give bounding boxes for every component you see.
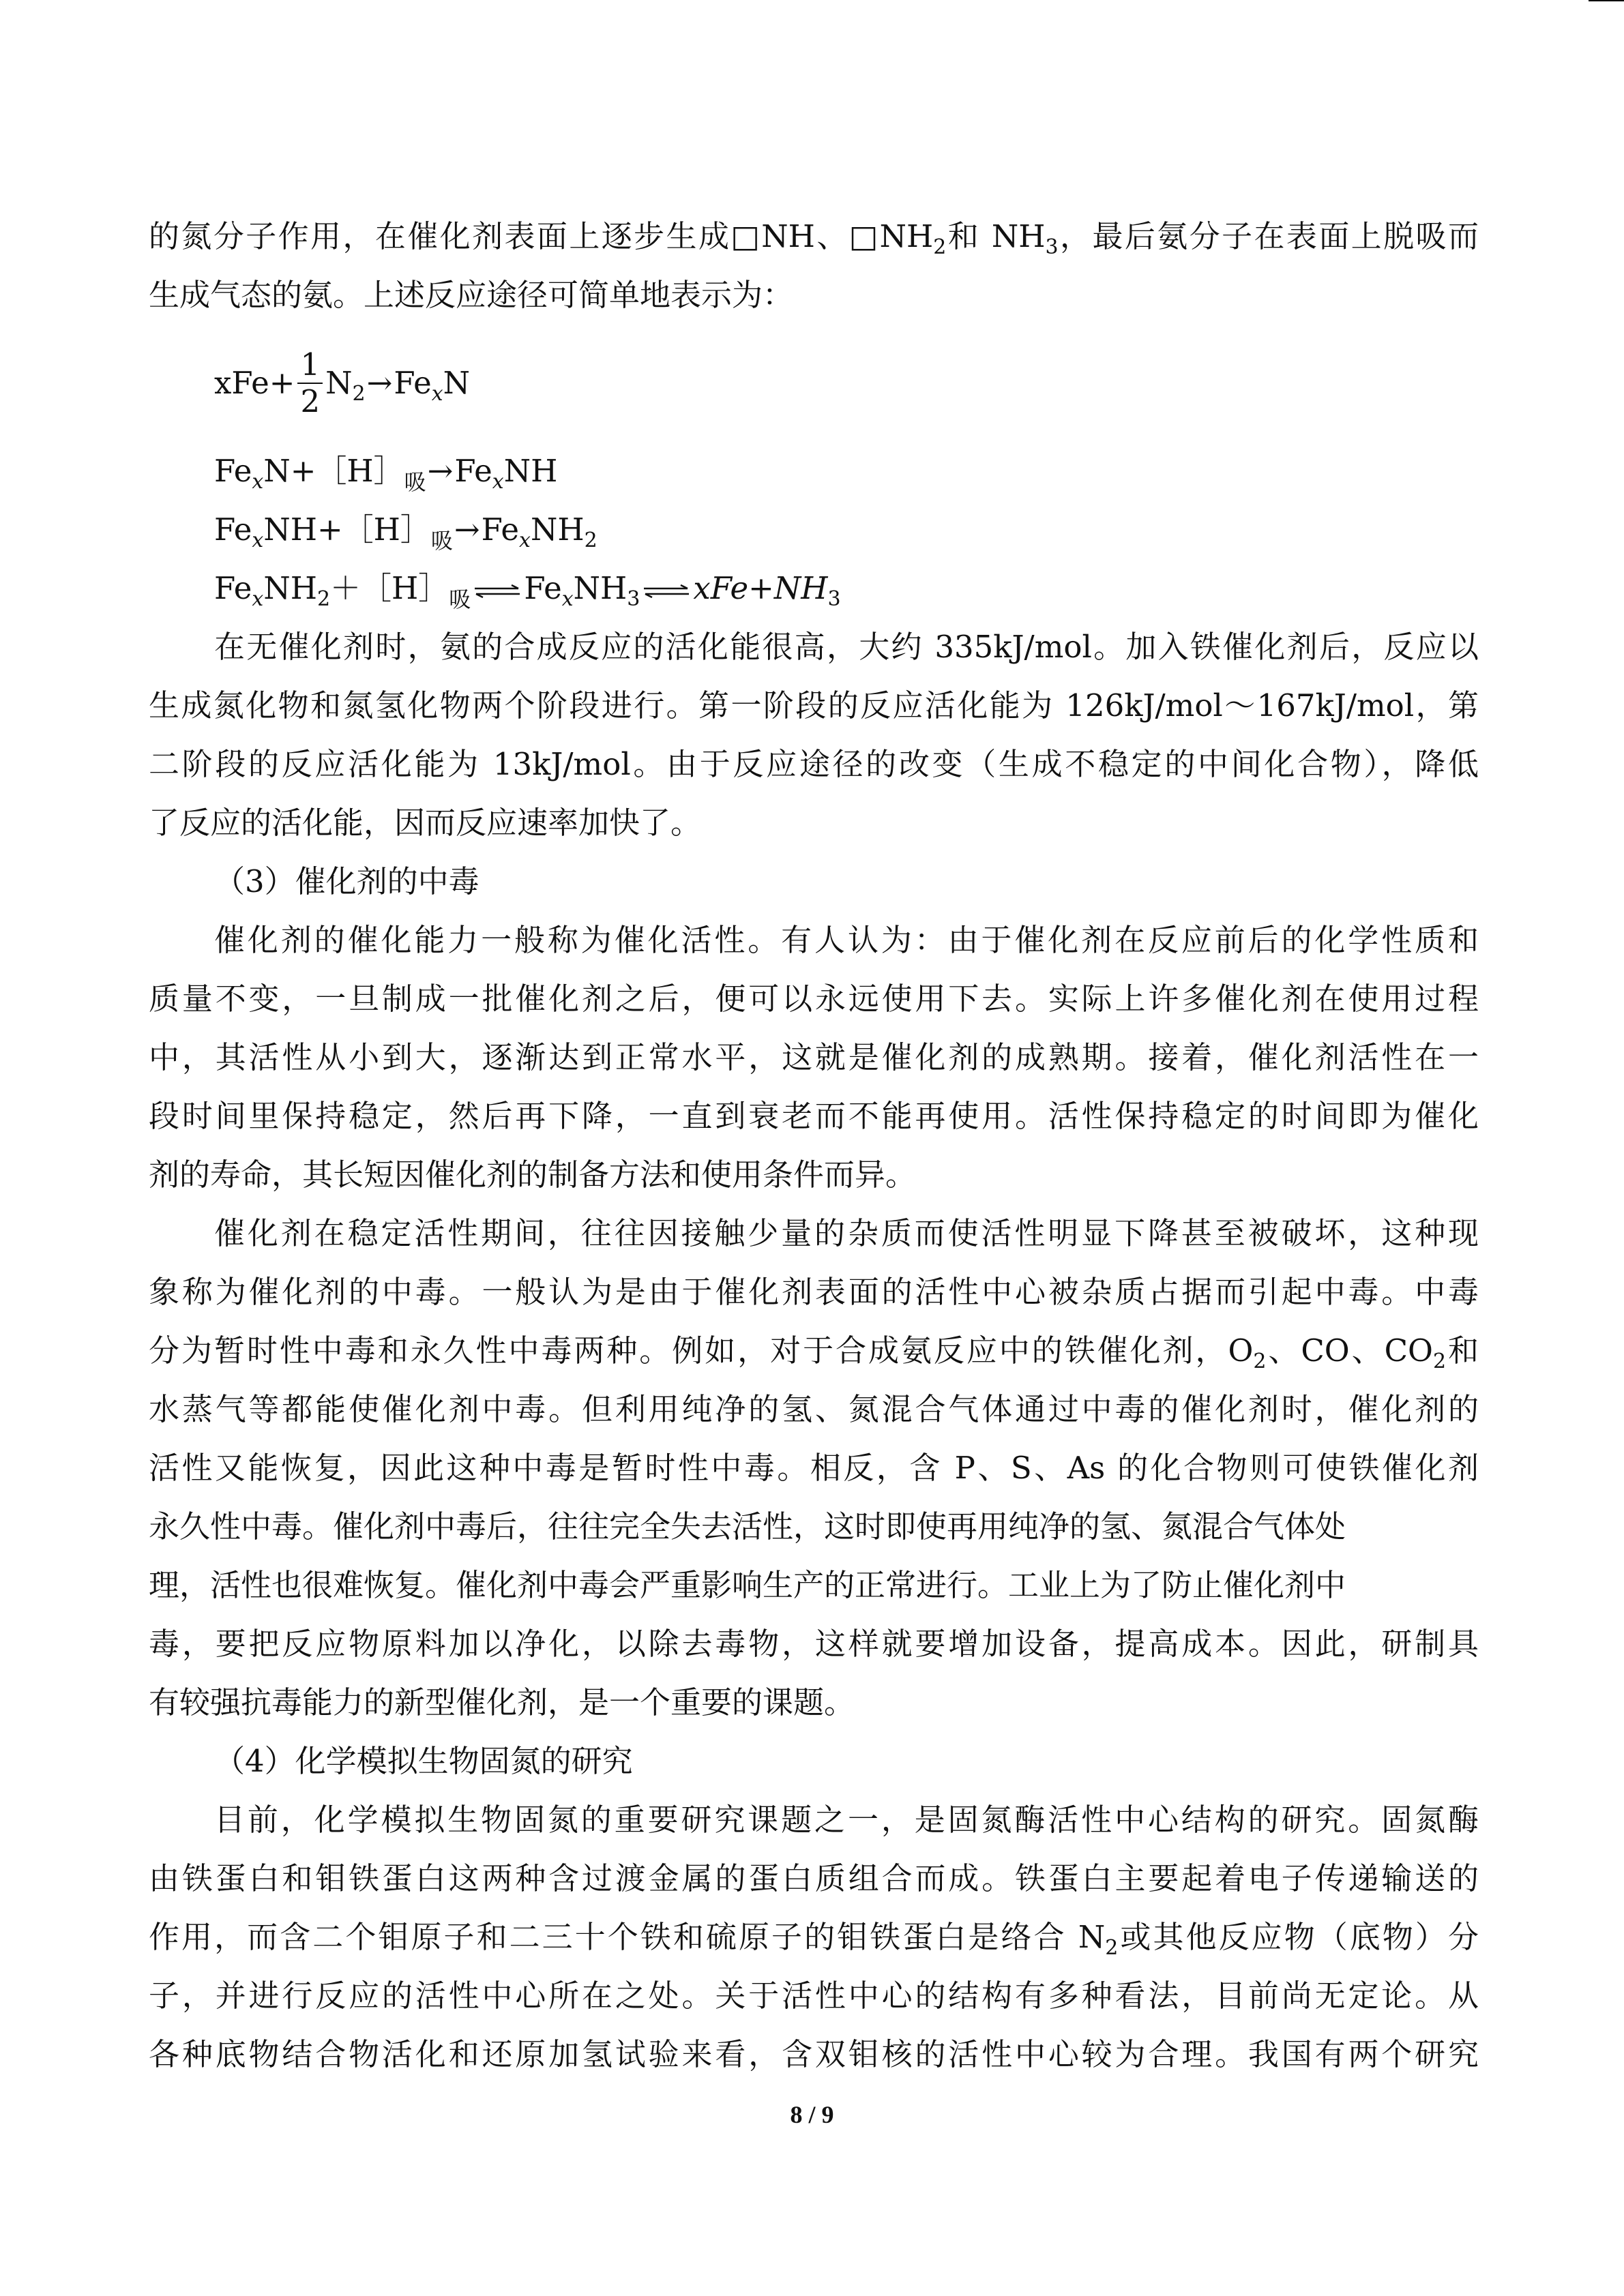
text-run: ，最后氨分子在表面上脱吸而 [1058,218,1479,254]
adsorbed-mark: 吸 [449,586,471,612]
eq-symbol: xFe+NH [693,570,828,606]
text-run: 和 [1446,1332,1479,1369]
paragraph-line: 有较强抗毒能力的新型催化剂，是一个重要的课题。 [149,1684,855,1720]
subscript: 2 [933,235,947,259]
eq-symbol: Fe [214,453,252,489]
paragraph-line: 在无催化剂时，氨的合成反应的活化能很高，大约 335kJ/mol。加入铁催化剂后，反应以 [214,629,1479,665]
eq-symbol: N [443,365,471,401]
paragraph-line: 水蒸气等都能使催化剂中毒。但利用纯净的氢、氮混合气体通过中毒的催化剂时，催化剂的 [149,1391,1479,1427]
subscript: x [431,382,443,406]
eq-symbol: NH [503,453,558,489]
eq-symbol: NH [530,511,585,548]
subscript: x [252,587,264,611]
paragraph-line: 生成氮化物和氮氢化物两个阶段进行。第一阶段的反应活化能为 126kJ/mol～167kJ/mol，第 [149,687,1479,724]
subscript: 2 [584,528,597,552]
reaction-arrow: → [454,511,480,548]
subscript: x [519,528,531,552]
fraction-numerator: 1 [297,347,323,384]
subscript: x [252,528,264,552]
page-body [149,207,1479,2084]
subscript: 2 [1432,1350,1447,1373]
fraction-one-half [297,347,323,419]
subscript: 3 [1045,235,1059,259]
reaction-arrow: → [366,365,393,401]
paragraph-line: 由铁蛋白和钼铁蛋白这两种含过渡金属的蛋白质组合而成。铁蛋白主要起着电子传递输送的 [149,1860,1479,1896]
eq-term [325,354,365,413]
subscript: 2 [352,382,366,406]
text-run: 、CO、CO [1266,1332,1433,1369]
paragraph-line: 了反应的活化能，因而反应速率加快了。 [149,805,702,841]
adsorbed-mark: 吸 [404,469,426,495]
paragraph-line: 二阶段的反应活化能为 13kJ/mol。由于反应途径的改变（生成不稳定的中间化合物），降低 [149,746,1479,782]
equation-4 [149,559,1479,618]
paragraph-line: 生成气态的氨。上述反应途径可简单地表示为： [149,277,794,313]
subscript: 3 [627,587,640,611]
equation-3 [149,501,1479,559]
paragraph-line: 催化剂在稳定活性期间，往往因接触少量的杂质而使活性明显下降甚至被破坏，这种现 [214,1215,1479,1251]
paragraph-line: 目前，化学模拟生物固氮的重要研究课题之一，是固氮酶活性中心结构的研究。固氮酶 [214,1802,1479,1838]
subscript: x [492,470,504,494]
eq-symbol: NH+［H］ [263,511,431,548]
text-run: 分为暂时性中毒和永久性中毒两种。例如，对于合成氨反应中的铁催化剂，O [149,1332,1254,1369]
eq-symbol: Fe [214,511,252,548]
paragraph-line [149,207,1479,266]
fraction-denominator: 2 [300,383,321,419]
paragraph-line: 质量不变，一旦制成一批催化剂之后，便可以永远使用下去。实际上许多催化剂在使用过程 [149,981,1479,1017]
subscript: 3 [827,587,841,611]
equation-2 [149,442,1479,501]
eq-symbol: N [325,365,353,401]
eq-symbol: Fe [214,570,252,606]
text-run: 作用，而含二个钼原子和二三十个铁和硫原子的钼铁蛋白是络合 N [149,1919,1106,1955]
page-number: 8 / 9 [790,2101,834,2128]
paragraph-line: 毒，要把反应物原料加以净化，以除去毒物，这样就要增加设备，提高成本。因此，研制具 [149,1626,1479,1662]
equation-1 [149,325,1479,442]
paragraph-line [149,1322,1479,1380]
reaction-arrow: → [427,453,454,489]
eq-term [394,354,470,413]
text-run: 或其他反应物（底物）分 [1118,1919,1479,1955]
text-run: 的氮分子作用，在催化剂表面上逐步生成□NH、□NH [149,218,934,254]
eq-symbol: N+［H］ [263,453,404,489]
page-corner-rule [1589,0,1624,1]
eq-symbol: Fe [524,570,562,606]
subscript: x [252,470,264,494]
paragraph-line: 剂的寿命，其长短因催化剂的制备方法和使用条件而异。 [149,1157,917,1193]
paragraph-line: 理，活性也很难恢复。催化剂中毒会严重影响生产的正常进行。工业上为了防止催化剂中 [149,1567,1346,1603]
eq-symbol: ＋［H］ [330,570,449,606]
equilibrium-arrow-icon [473,584,521,598]
paragraph-line: 永久性中毒。催化剂中毒后，往往完全失去活性，这时即使再用纯净的氢、氮混合气体处 [149,1508,1346,1545]
section-heading-4: （4）化学模拟生物固氮的研究 [214,1743,633,1779]
paragraph-line: 中，其活性从小到大，逐渐达到正常水平，这就是催化剂的成熟期。接着，催化剂活性在一 [149,1039,1479,1075]
paragraph-line: 象称为催化剂的中毒。一般认为是由于催化剂表面的活性中心被杂质占据而引起中毒。中毒 [149,1274,1479,1310]
equilibrium-arrow-icon [643,584,690,598]
subscript: x [561,587,574,611]
eq-term: xFe+ [214,365,295,401]
subscript: 2 [1253,1350,1267,1373]
paragraph-line: 各种底物结合物活化和还原加氢试验来看，含双钼核的活性中心较为合理。我国有两个研究 [149,2036,1479,2072]
eq-symbol: Fe [394,365,432,401]
subscript: 2 [316,587,331,611]
paragraph-line: 催化剂的催化能力一般称为催化活性。有人认为：由于催化剂在反应前后的化学性质和 [214,922,1479,958]
subscript: 2 [1105,1936,1119,1960]
eq-symbol: NH [573,570,628,606]
text-run: 和 NH [946,218,1046,254]
eq-symbol: Fe [454,453,492,489]
paragraph-line: 子，并进行反应的活性中心所在之处。关于活性中心的结构有多种看法，目前尚无定论。从 [149,1978,1479,2014]
section-heading-3: （3）催化剂的中毒 [214,863,479,899]
eq-symbol: NH [263,570,317,606]
eq-symbol: Fe [481,511,520,548]
paragraph-line: 活性又能恢复，因此这种中毒是暂时性中毒。相反，含 P、S、As 的化合物则可使铁催化剂 [149,1450,1479,1486]
adsorbed-mark: 吸 [430,528,453,554]
paragraph-line: 段时间里保持稳定，然后再下降，一直到衰老而不能再使用。活性保持稳定的时间即为催化 [149,1098,1479,1134]
paragraph-line [149,1908,1479,1967]
